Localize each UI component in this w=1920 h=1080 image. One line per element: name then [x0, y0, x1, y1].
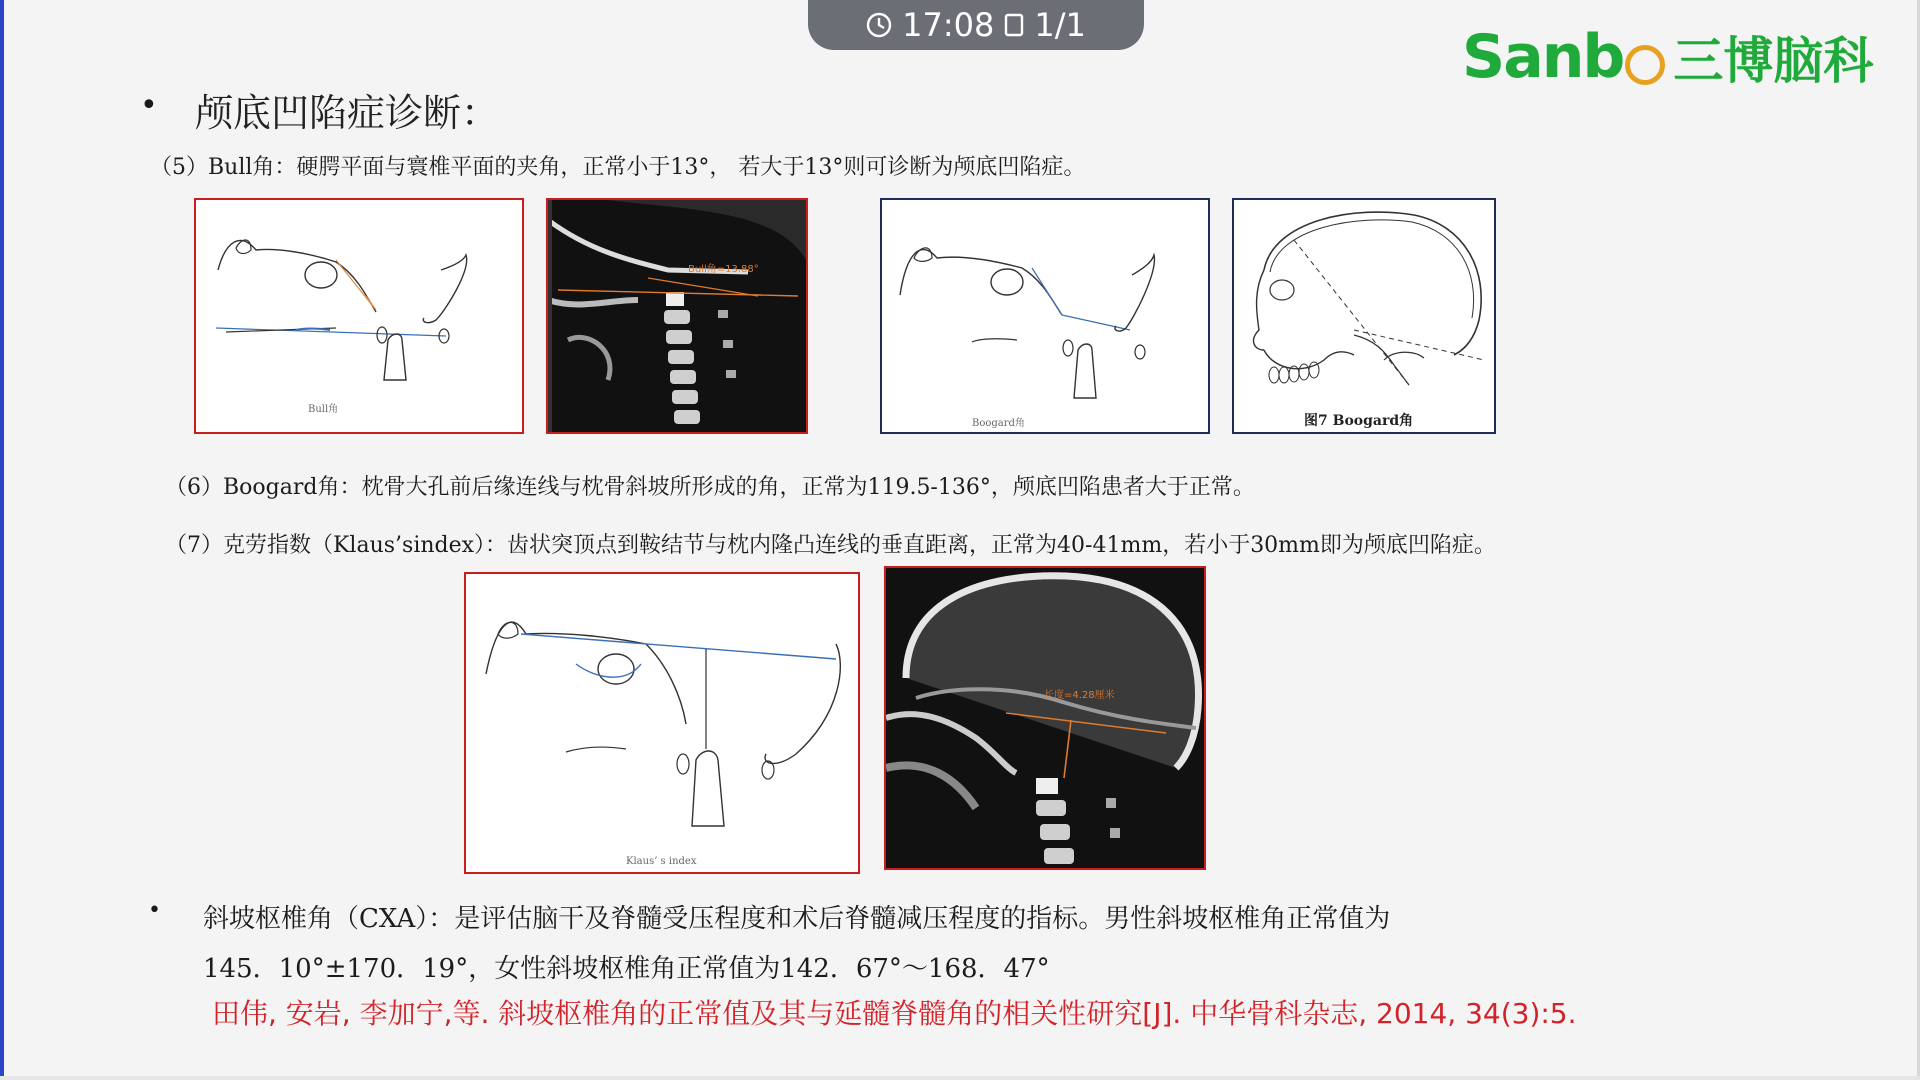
fig7-caption: 图7 Boogard角 [1304, 413, 1414, 429]
cxa-description-line2: 145．10°±170．19°，女性斜坡枢椎角正常值为142．67°～168．47° [203, 954, 1050, 984]
bull-diagram-caption: Bull角 [308, 404, 339, 415]
page-icon [1004, 13, 1024, 37]
slide-status-bar[interactable] [808, 0, 1144, 50]
boogard-angle-diagram [880, 198, 1210, 434]
klaus-index-text: （7）克劳指数（Klaus’sindex）：齿状突顶点到鞍结节与枕内隆凸连线的垂直距离，正常为40-41mm，若小于30mm即为颅底凹陷症。 [165, 533, 1496, 558]
bull-angle-ct-scan [546, 198, 808, 434]
cxa-description-line1: 斜坡枢椎角（CXA）：是评估脑干及脊髓受压程度和术后脊髓减压程度的指标。男性斜坡枢椎角正常值为 [203, 904, 1391, 934]
klaus-index-ct-scan [884, 566, 1206, 870]
logo-circle-mark [1625, 45, 1665, 85]
section-heading: 颅底凹陷症诊断： [195, 91, 500, 135]
klaus-diagram-caption: Klaus’ s index [626, 856, 697, 867]
bull-angle-text: （5）Bull角：硬腭平面与寰椎平面的夹角，正常小于13°， 若大于13°则可诊断为颅底凹陷症。 [150, 155, 1086, 180]
logo-latin-text: Sanb [1462, 22, 1624, 92]
bull-ct-measurement: Bull角=13.88° [688, 264, 759, 275]
clock-time: 17:08 [902, 6, 995, 44]
boogard-angle-text: （6）Boogard角：枕骨大孔前后缘连线与枕骨斜坡所形成的角，正常为119.5-136°，颅底凹陷患者大于正常。 [165, 475, 1255, 500]
window-bottom-edge [0, 1076, 1920, 1080]
clock-icon [866, 12, 892, 38]
klaus-ct-measurement: 长度=4.28厘米 [1044, 690, 1115, 701]
bullet-marker-2: • [148, 898, 161, 923]
bullet-marker: • [140, 88, 158, 123]
window-left-edge [0, 0, 4, 1080]
page-counter: 1/1 [1034, 6, 1086, 44]
boogard-skull-figure [1232, 198, 1496, 434]
reference-citation: 田伟, 安岩, 李加宁,等. 斜坡枢椎角的正常值及其与延髓脊髓角的相关性研究[J]. 中华骨科杂志, 2014, 34(3):5. [212, 997, 1577, 1030]
klaus-index-diagram [464, 572, 860, 874]
bull-angle-diagram [194, 198, 524, 434]
boogard-diagram-caption: Boogard角 [972, 418, 1025, 429]
logo-chinese-text: 三博脑科 [1673, 32, 1874, 90]
sanbo-logo [1462, 22, 1874, 92]
